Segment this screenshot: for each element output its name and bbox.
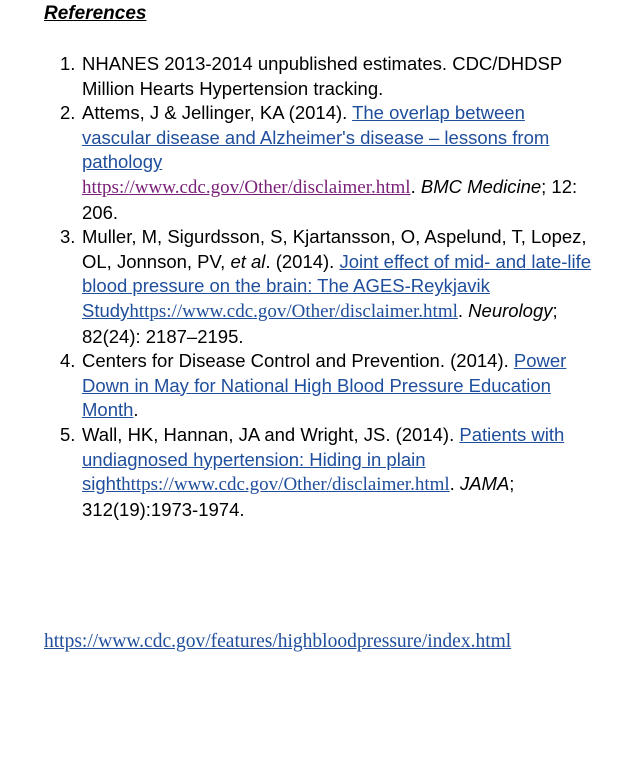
reference-title-link[interactable]: The overlap between vascular disease and Alzheimer's disease – lessons from pathology [82, 102, 550, 173]
reference-authors: Attems, J & Jellinger, KA (2014). [82, 102, 353, 124]
disclaimer-link[interactable]: https://www.cdc.gov/Other/disclaimer.html [82, 176, 411, 198]
reference-item-5 [60, 423, 592, 522]
journal-name: BMC Medicine [420, 175, 542, 197]
reference-item-1 [60, 52, 592, 101]
citation-details: ; 312(19):1973-1974. [82, 473, 515, 520]
reference-number: 1. [60, 53, 76, 74]
punctuation: . [133, 399, 139, 421]
citation-details: ; 12: 206. [82, 175, 578, 223]
reference-title-link[interactable]: Joint effect of mid- and late-life blood pressure on the brain: The AGES-Reykjavik Study [82, 250, 592, 321]
punctuation: . [457, 299, 469, 321]
source-page-link[interactable]: https://www.cdc.gov/features/highbloodpressure/index.html [44, 631, 512, 652]
journal-name: Neurology [468, 299, 553, 321]
punctuation: . [410, 175, 421, 197]
reference-text: NHANES 2013-2014 unpublished estimates. CDC/DHDSP Million Hearts Hypertension tracking. [82, 53, 562, 99]
punctuation: . [449, 473, 460, 495]
reference-year: . (2014). [265, 250, 340, 272]
disclaimer-link[interactable]: https://www.cdc.gov/Other/disclaimer.html [121, 474, 450, 496]
reference-authors: Muller, M, Sigurdsson, S, Kjartansson, O, Aspelund, T, Lopez, OL, Jonnson, PV, [82, 226, 587, 272]
disclaimer-link[interactable]: https://www.cdc.gov/Other/disclaimer.html [129, 300, 458, 322]
reference-authors: Wall, HK, Hannan, JA and Wright, JS. (2014). [82, 423, 460, 445]
reference-number: 2. [60, 102, 76, 124]
reference-number: 5. [60, 423, 76, 445]
journal-name: JAMA [459, 473, 510, 495]
reference-authors: Centers for Disease Control and Prevention. (2014). [82, 350, 514, 372]
reference-item-4 [60, 349, 592, 423]
reference-number: 4. [60, 350, 76, 372]
reference-item-2 [60, 101, 592, 225]
reference-item-3 [60, 225, 592, 349]
et-al: et al [230, 250, 266, 272]
references-heading: References [44, 3, 147, 24]
reference-title-link[interactable]: Power Down in May for National High Blood Pressure Education Month [82, 350, 567, 421]
citation-details: ; 82(24): 2187–2195. [82, 299, 558, 347]
references-list [60, 52, 592, 522]
reference-title-link[interactable]: Patients with undiagnosed hypertension: Hiding in plain sight [82, 423, 565, 495]
reference-number: 3. [60, 226, 76, 248]
